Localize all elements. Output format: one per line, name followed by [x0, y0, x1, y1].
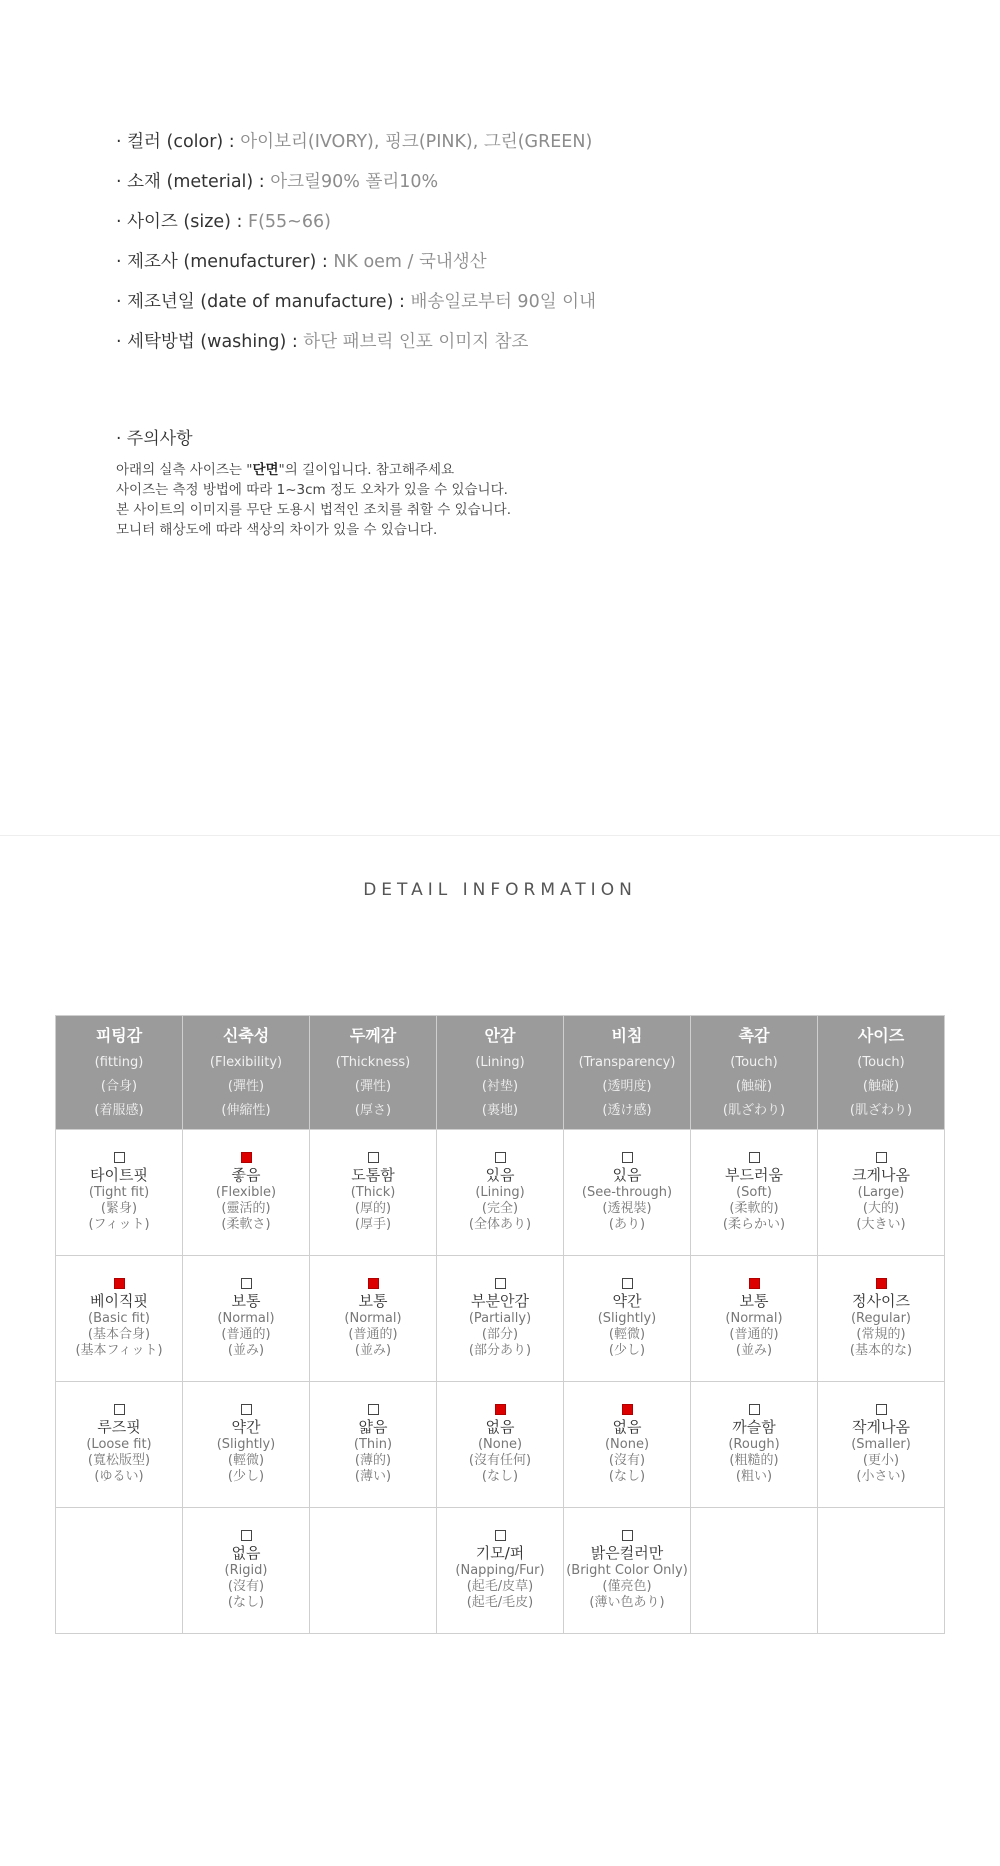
checkbox-checked-icon: [495, 1404, 506, 1415]
cell-en: (Loose fit): [86, 1437, 152, 1452]
table-cell: [56, 1382, 183, 1508]
spec-size: [116, 208, 596, 248]
cell-jp: (ゆるい): [94, 1469, 144, 1484]
cell-jp: (柔軟さ): [221, 1217, 271, 1232]
header-jp: (着服感): [94, 1102, 144, 1118]
notice-section: [116, 424, 511, 540]
cell-cn: (緊身): [100, 1201, 138, 1216]
spec-color: [116, 128, 596, 168]
header-cn: (透明度): [602, 1078, 652, 1094]
cell-cn: (普通的): [729, 1327, 779, 1342]
cell-en: (Basic fit): [88, 1311, 150, 1326]
checkbox-checked-icon: [622, 1404, 633, 1415]
cell-cn: (沒有): [227, 1579, 265, 1594]
table-cell: [310, 1256, 437, 1382]
header-en: (Touch): [730, 1054, 778, 1070]
cell-label: 루즈핏: [97, 1418, 141, 1436]
header-cn: (合身): [100, 1078, 138, 1094]
table-cell: [183, 1256, 310, 1382]
cell-label: 얇음: [358, 1418, 388, 1436]
header-title: 신축성: [222, 1025, 270, 1045]
cell-jp: (少し): [608, 1343, 646, 1358]
cell-jp: (基本的な): [849, 1343, 913, 1358]
table-cell-empty: [818, 1508, 945, 1634]
cell-label: 없음: [231, 1544, 261, 1562]
checkbox-empty-icon: [241, 1404, 252, 1415]
table-cell: [818, 1256, 945, 1382]
header-en: (Transparency): [578, 1054, 676, 1070]
cell-en: (Slightly): [216, 1437, 276, 1452]
cell-label: 없음: [612, 1418, 642, 1436]
cell-label: 보통: [231, 1292, 261, 1310]
spec-value: 하단 패브릭 인포 이미지 참조: [303, 332, 529, 352]
cell-label: 도톰함: [351, 1166, 395, 1184]
table-header-cell: [691, 1016, 818, 1130]
cell-label: 없음: [485, 1418, 515, 1436]
cell-jp: (なし): [608, 1469, 646, 1484]
cell-en: (Normal): [217, 1311, 275, 1326]
table-cell: [691, 1382, 818, 1508]
cell-cn: (透視裝): [602, 1201, 652, 1216]
cell-label: 밝은컬러만: [590, 1544, 664, 1562]
cell-jp: (起毛/毛皮): [466, 1595, 534, 1610]
cell-jp: (並み): [227, 1343, 265, 1358]
notice-line: [116, 460, 511, 480]
cell-jp: (薄い色あり): [589, 1595, 665, 1610]
cell-en: (Soft): [736, 1185, 772, 1200]
checkbox-empty-icon: [495, 1278, 506, 1289]
checkbox-empty-icon: [495, 1152, 506, 1163]
cell-label: 작게나옴: [852, 1418, 910, 1436]
cell-label: 정사이즈: [852, 1292, 910, 1310]
header-jp: (肌ざわり): [849, 1102, 913, 1118]
cell-en: (Thick): [350, 1185, 396, 1200]
header-jp: (肌ざわり): [722, 1102, 786, 1118]
header-cn: (触碰): [735, 1078, 773, 1094]
checkbox-empty-icon: [622, 1152, 633, 1163]
header-cn: (衬垫): [481, 1078, 519, 1094]
header-jp: (透け感): [602, 1102, 652, 1118]
spec-label: · 사이즈 (size) :: [116, 212, 249, 232]
cell-cn: (沒有任何): [468, 1453, 532, 1468]
table-cell: [564, 1382, 691, 1508]
table-header-cell: [437, 1016, 564, 1130]
notice-line1-bold: 단면: [252, 462, 279, 478]
table-cell: [691, 1130, 818, 1256]
cell-jp: (並み): [354, 1343, 392, 1358]
cell-label: 좋음: [231, 1166, 261, 1184]
cell-label: 있음: [612, 1166, 642, 1184]
header-cn: (彈性): [227, 1078, 265, 1094]
spec-date: [116, 288, 596, 328]
cell-cn: (寬松版型): [87, 1453, 151, 1468]
table-cell: [56, 1130, 183, 1256]
table-header-cell: [183, 1016, 310, 1130]
table-cell: [310, 1130, 437, 1256]
table-cell: [437, 1256, 564, 1382]
table-cell: [183, 1382, 310, 1508]
cell-jp: (あり): [608, 1217, 646, 1232]
table-cell: [564, 1256, 691, 1382]
notice-line: 모니터 해상도에 따라 색상의 차이가 있을 수 있습니다.: [116, 522, 438, 538]
cell-cn: (沒有): [608, 1453, 646, 1468]
table-cell: [564, 1130, 691, 1256]
spec-label: · 제조년일 (date of manufacture) :: [116, 292, 411, 312]
cell-jp: (粗い): [735, 1469, 773, 1484]
table-header-cell: [818, 1016, 945, 1130]
cell-en: (None): [604, 1437, 650, 1452]
cell-label: 보통: [358, 1292, 388, 1310]
header-en: (Flexibility): [209, 1054, 283, 1070]
notice-line1-pre: 아래의 실측 사이즈는 ": [116, 462, 253, 478]
cell-jp: (なし): [481, 1469, 519, 1484]
header-en: (Thickness): [335, 1054, 411, 1070]
table-cell: [818, 1130, 945, 1256]
header-title: 두께감: [349, 1025, 397, 1045]
spec-value: 아크릴90% 폴리10%: [270, 172, 439, 192]
cell-en: (See-through): [581, 1185, 673, 1200]
cell-en: (Large): [857, 1185, 905, 1200]
checkbox-empty-icon: [622, 1278, 633, 1289]
cell-cn: (大的): [862, 1201, 900, 1216]
checkbox-empty-icon: [368, 1152, 379, 1163]
cell-en: (Partially): [468, 1311, 532, 1326]
cell-en: (Normal): [344, 1311, 402, 1326]
spec-label: · 컬러 (color) :: [116, 132, 241, 152]
table-cell: [691, 1256, 818, 1382]
cell-label: 기모/퍼: [475, 1544, 525, 1562]
cell-cn: (厚的): [354, 1201, 392, 1216]
cell-jp: (全体あり): [468, 1217, 532, 1232]
table-header-cell: [310, 1016, 437, 1130]
cell-en: (Smaller): [851, 1437, 911, 1452]
cell-jp: (柔らかい): [722, 1217, 786, 1232]
checkbox-checked-icon: [749, 1278, 760, 1289]
cell-en: (Rigid): [224, 1563, 268, 1578]
cell-cn: (粗糙的): [729, 1453, 779, 1468]
spec-value: 배송일로부터 90일 이내: [410, 292, 596, 312]
table-header-cell: [56, 1016, 183, 1130]
cell-cn: (柔軟的): [729, 1201, 779, 1216]
checkbox-empty-icon: [114, 1404, 125, 1415]
section-divider: [0, 835, 1000, 836]
cell-cn: (普通的): [221, 1327, 271, 1342]
cell-label: 베이직핏: [90, 1292, 148, 1310]
notice-line: 사이즈는 측정 방법에 따라 1~3cm 정도 오차가 있을 수 있습니다.: [116, 482, 508, 498]
table-cell: [564, 1508, 691, 1634]
cell-jp: (フィット): [88, 1217, 150, 1232]
header-jp: (厚さ): [354, 1102, 392, 1118]
cell-cn: (起毛/皮草): [466, 1579, 534, 1594]
checkbox-empty-icon: [749, 1152, 760, 1163]
checkbox-checked-icon: [241, 1152, 252, 1163]
cell-cn: (薄的): [354, 1453, 392, 1468]
cell-en: (Rough): [728, 1437, 780, 1452]
table-cell: [437, 1382, 564, 1508]
spec-material: [116, 168, 596, 208]
checkbox-empty-icon: [876, 1404, 887, 1415]
cell-label: 약간: [612, 1292, 642, 1310]
notice-line1-post: "의 길이입니다. 참고해주세요: [278, 462, 455, 478]
spec-list: [116, 128, 596, 368]
table-cell: [437, 1130, 564, 1256]
cell-cn: (普通的): [348, 1327, 398, 1342]
cell-en: (Tight fit): [88, 1185, 150, 1200]
cell-cn: (基本合身): [87, 1327, 151, 1342]
checkbox-empty-icon: [241, 1278, 252, 1289]
checkbox-empty-icon: [876, 1152, 887, 1163]
spec-value: NK oem / 국내생산: [333, 252, 487, 272]
checkbox-checked-icon: [368, 1278, 379, 1289]
checkbox-empty-icon: [495, 1530, 506, 1541]
checkbox-empty-icon: [241, 1530, 252, 1541]
spec-value: F(55~66): [248, 212, 331, 232]
header-cn: (彈性): [354, 1078, 392, 1094]
spec-washing: [116, 328, 596, 368]
section-title: DETAIL INFORMATION: [363, 880, 637, 900]
cell-en: (Slightly): [597, 1311, 657, 1326]
cell-label: 까슬함: [732, 1418, 776, 1436]
checkbox-checked-icon: [114, 1278, 125, 1289]
cell-cn: (靈活的): [221, 1201, 271, 1216]
table-cell: [437, 1508, 564, 1634]
header-title: 촉감: [738, 1025, 770, 1045]
spec-manufacturer: [116, 248, 596, 288]
cell-cn: (常規的): [856, 1327, 906, 1342]
cell-label: 타이트핏: [90, 1166, 148, 1184]
cell-jp: (なし): [227, 1595, 265, 1610]
cell-en: (Flexible): [215, 1185, 277, 1200]
cell-cn: (僅亮色): [602, 1579, 652, 1594]
cell-cn: (更小): [862, 1453, 900, 1468]
cell-jp: (部分あり): [468, 1343, 532, 1358]
cell-jp: (小さい): [856, 1469, 906, 1484]
cell-label: 있음: [485, 1166, 515, 1184]
spec-label: · 제조사 (menufacturer) :: [116, 252, 334, 272]
header-title: 안감: [484, 1025, 516, 1045]
header-en: (Lining): [475, 1054, 525, 1070]
checkbox-empty-icon: [368, 1404, 379, 1415]
checkbox-checked-icon: [876, 1278, 887, 1289]
cell-en: (Lining): [475, 1185, 525, 1200]
header-cn: (触碰): [862, 1078, 900, 1094]
cell-en: (Napping/Fur): [455, 1563, 545, 1578]
cell-jp: (基本フィット): [75, 1343, 163, 1358]
cell-jp: (厚手): [354, 1217, 392, 1232]
spec-label: · 세탁방법 (washing) :: [116, 332, 304, 352]
cell-en: (Normal): [725, 1311, 783, 1326]
table-cell-empty: [310, 1508, 437, 1634]
header-jp: (伸縮性): [221, 1102, 271, 1118]
table-cell: [183, 1130, 310, 1256]
cell-cn: (部分): [481, 1327, 519, 1342]
notice-title: · 주의사항: [116, 429, 193, 449]
cell-label: 크게나옴: [852, 1166, 910, 1184]
cell-label: 약간: [231, 1418, 261, 1436]
header-title: 피팅감: [95, 1025, 143, 1045]
table-header-cell: [564, 1016, 691, 1130]
header-title: 비침: [611, 1025, 643, 1045]
cell-en: (Bright Color Only): [566, 1563, 688, 1578]
header-en: (fitting): [94, 1054, 144, 1070]
header-jp: (裏地): [481, 1102, 519, 1118]
cell-jp: (薄い): [354, 1469, 392, 1484]
table-cell: [818, 1382, 945, 1508]
notice-line: 본 사이트의 이미지를 무단 도용시 법적인 조치를 취할 수 있습니다.: [116, 502, 512, 518]
spec-label: · 소재 (meterial) :: [116, 172, 271, 192]
checkbox-empty-icon: [622, 1530, 633, 1541]
cell-label: 부드러움: [725, 1166, 783, 1184]
cell-label: 보통: [739, 1292, 769, 1310]
spec-value: 아이보리(IVORY), 핑크(PINK), 그린(GREEN): [240, 132, 593, 152]
checkbox-empty-icon: [749, 1404, 760, 1415]
table-cell: [56, 1256, 183, 1382]
cell-en: (None): [477, 1437, 523, 1452]
cell-en: (Regular): [850, 1311, 911, 1326]
checkbox-empty-icon: [114, 1152, 125, 1163]
header-title: 사이즈: [857, 1025, 905, 1045]
cell-en: (Thin): [353, 1437, 393, 1452]
cell-jp: (少し): [227, 1469, 265, 1484]
table-cell: [183, 1508, 310, 1634]
cell-cn: (輕微): [227, 1453, 265, 1468]
detail-info-table: [55, 1015, 945, 1634]
table-cell-empty: [691, 1508, 818, 1634]
cell-cn: (完全): [481, 1201, 519, 1216]
table-cell-empty: [56, 1508, 183, 1634]
cell-jp: (大きい): [856, 1217, 906, 1232]
header-en: (Touch): [857, 1054, 905, 1070]
cell-label: 부분안감: [471, 1292, 529, 1310]
table-cell: [310, 1382, 437, 1508]
cell-jp: (並み): [735, 1343, 773, 1358]
cell-cn: (輕微): [608, 1327, 646, 1342]
